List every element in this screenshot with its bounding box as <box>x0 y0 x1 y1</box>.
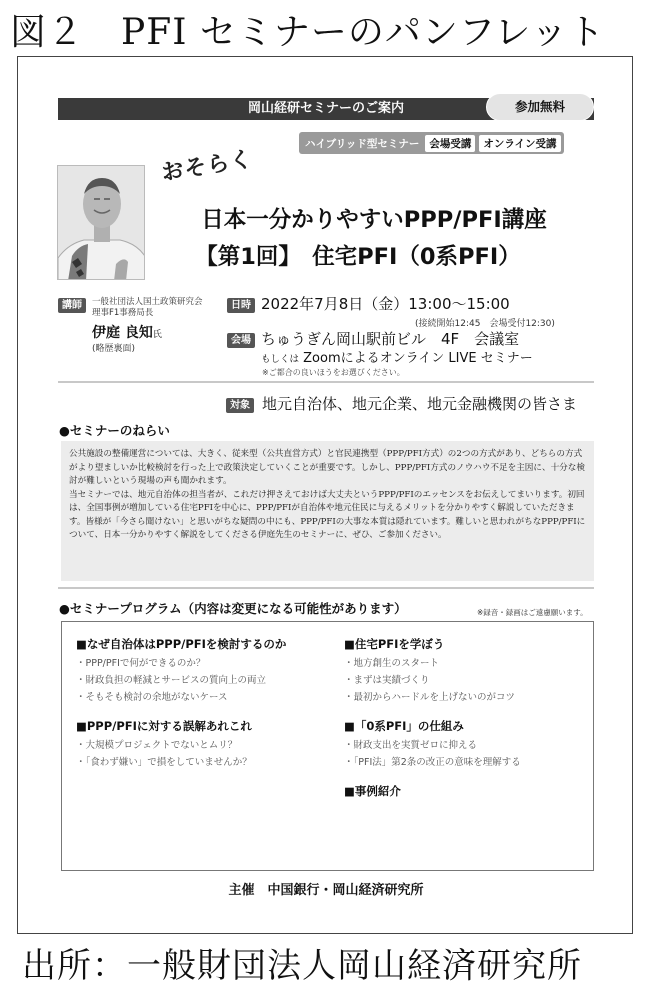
program-group-title: ■住宅PFIを学ぼう <box>344 637 445 651</box>
program-group-title: ■PPP/PFIに対する誤解あれこれ <box>76 719 252 733</box>
program-item: ・大規模プロジェクトでないとムリ？ <box>76 740 238 751</box>
program-box <box>61 621 594 871</box>
target-text: 地元自治体、地元企業、地元金融機関の皆さま <box>262 395 578 413</box>
lecturer-org-line1: 一般社団法人国土政策研究会 <box>92 297 203 307</box>
venue-note: ※ご都合の良いほうをお選びください。 <box>262 368 405 377</box>
main-title-line1: 日本一分かりやすいPPP/PFI講座 <box>201 207 547 233</box>
aims-box <box>61 441 594 581</box>
program-right-column <box>344 636 521 811</box>
main-title-line2: 【第1回】 住宅PFI（0系PFI） <box>195 244 521 270</box>
program-left-column <box>76 636 286 783</box>
program-group <box>344 783 521 799</box>
aims-paragraph: 当セミナーでは、地元自治体の担当者が、これだけ押さえておけば大丈夫というPPP/PFIのエッセンスをお伝えしてまいります。初回は、全国事例が増加している住宅PFIを中心に、PPP/PFIが自治体や地元住民に与えるメリットを分かりやすく解説していただきます。皆様が「今さら聞けない」と思いがちな疑問の中にも、PPP/PFIの大事な本質は隠れています。難しいと思われがちなPPP/PFIについて、日本一分かりやすく解説をしてくださる伊庭先生のセミナーに、ぜひ、ご参加ください。 <box>69 489 586 540</box>
event-date: 2022年7月8日（金）13:00〜15:00 <box>261 295 510 313</box>
source-caption: 出所：一般財団法人岡山経済研究所 <box>22 946 582 986</box>
format-label: ハイブリッド型セミナー <box>305 137 420 150</box>
header-bar: 岡山経研セミナーのご案内 <box>58 98 594 120</box>
venue: ちゅうぎん岡山駅前ビル 4F 会議室 <box>261 330 520 348</box>
divider <box>58 381 594 383</box>
figure-title: 図２ PFI セミナーのパンフレット <box>10 12 606 53</box>
lecturer-photo <box>57 165 145 280</box>
program-item: ・まずは実績づくり <box>344 675 430 686</box>
venue-tag: 会場 <box>227 333 255 348</box>
lecturer-note: (略歴裏面) <box>92 344 136 354</box>
program-group <box>344 718 521 771</box>
program-group <box>76 718 286 771</box>
program-group <box>344 636 521 706</box>
lecturer-org <box>92 297 203 319</box>
format-option-venue: 会場受講 <box>425 135 475 152</box>
target-tag: 対象 <box>226 398 254 413</box>
program-item: ・「食わず嫌い」で損をしていませんか？ <box>76 757 252 768</box>
venue-or: もしくは <box>261 354 300 365</box>
lecturer-portrait-icon <box>58 166 145 280</box>
date-tag: 日時 <box>227 298 255 313</box>
program-note: ※録音・録画はご遠慮願います。 <box>477 608 588 617</box>
program-heading: ●セミナープログラム（内容は変更になる可能性があります） <box>59 601 407 616</box>
format-option-online: オンライン受講 <box>479 135 560 152</box>
program-item: ・PPP/PFIで何ができるのか？ <box>76 658 206 669</box>
program-item: ・財政支出を実質ゼロに抑える <box>344 740 478 751</box>
program-item: ・財政負担の軽減とサービスの質向上の両立 <box>76 675 267 686</box>
event-date-sub: (接続開始12:45 会場受付12:30) <box>415 319 555 329</box>
program-item: ・「PFI法」第2条の改正の意味を理解する <box>344 757 521 768</box>
lecturer-tag: 講師 <box>58 298 86 313</box>
program-item: ・そもそも検討の余地がないケース <box>76 692 228 703</box>
venue-alt: Zoomによるオンライン LIVE セミナー <box>303 351 533 366</box>
lecturer-name: 伊庭 良知 <box>92 325 153 341</box>
title-lead: おそらく <box>159 146 255 187</box>
sponsor: 主催 中国銀行・岡山経済研究所 <box>228 883 424 898</box>
program-item: ・地方創生のスタート <box>344 658 440 669</box>
program-group <box>76 636 286 706</box>
lecturer-honorific: 氏 <box>152 330 162 340</box>
divider <box>58 587 594 589</box>
venue-alt-row <box>261 347 533 366</box>
program-item: ・最初からハードルを上げないのがコツ <box>344 692 516 703</box>
aims-heading: ●セミナーのねらい <box>59 423 170 438</box>
lecturer-name-row <box>92 322 162 342</box>
program-group-title: ■事例紹介 <box>344 784 401 798</box>
aims-paragraph: 公共施設の整備運営については、大きく、従来型（公共直営方式）と官民連携型（PPP/PFI方式）の2つの方式があり、どちらの方式がより望ましいか比較検討を行った上で政策決定していくことが重要です。しかし、PPP/PFI方式のノウハウ不足を主因に、十分な検討が難しいという現場の声も聞かれます。 <box>69 449 585 486</box>
program-group-title: ■「0系PFI」の仕組み <box>344 719 464 733</box>
program-group-title: ■なぜ自治体はPPP/PFIを検討するのか <box>76 637 287 651</box>
format-row <box>299 132 564 154</box>
lecturer-org-line2: 理事F1事務局長 <box>92 308 154 318</box>
free-badge: 参加無料 <box>486 93 594 121</box>
pamphlet <box>17 56 633 934</box>
